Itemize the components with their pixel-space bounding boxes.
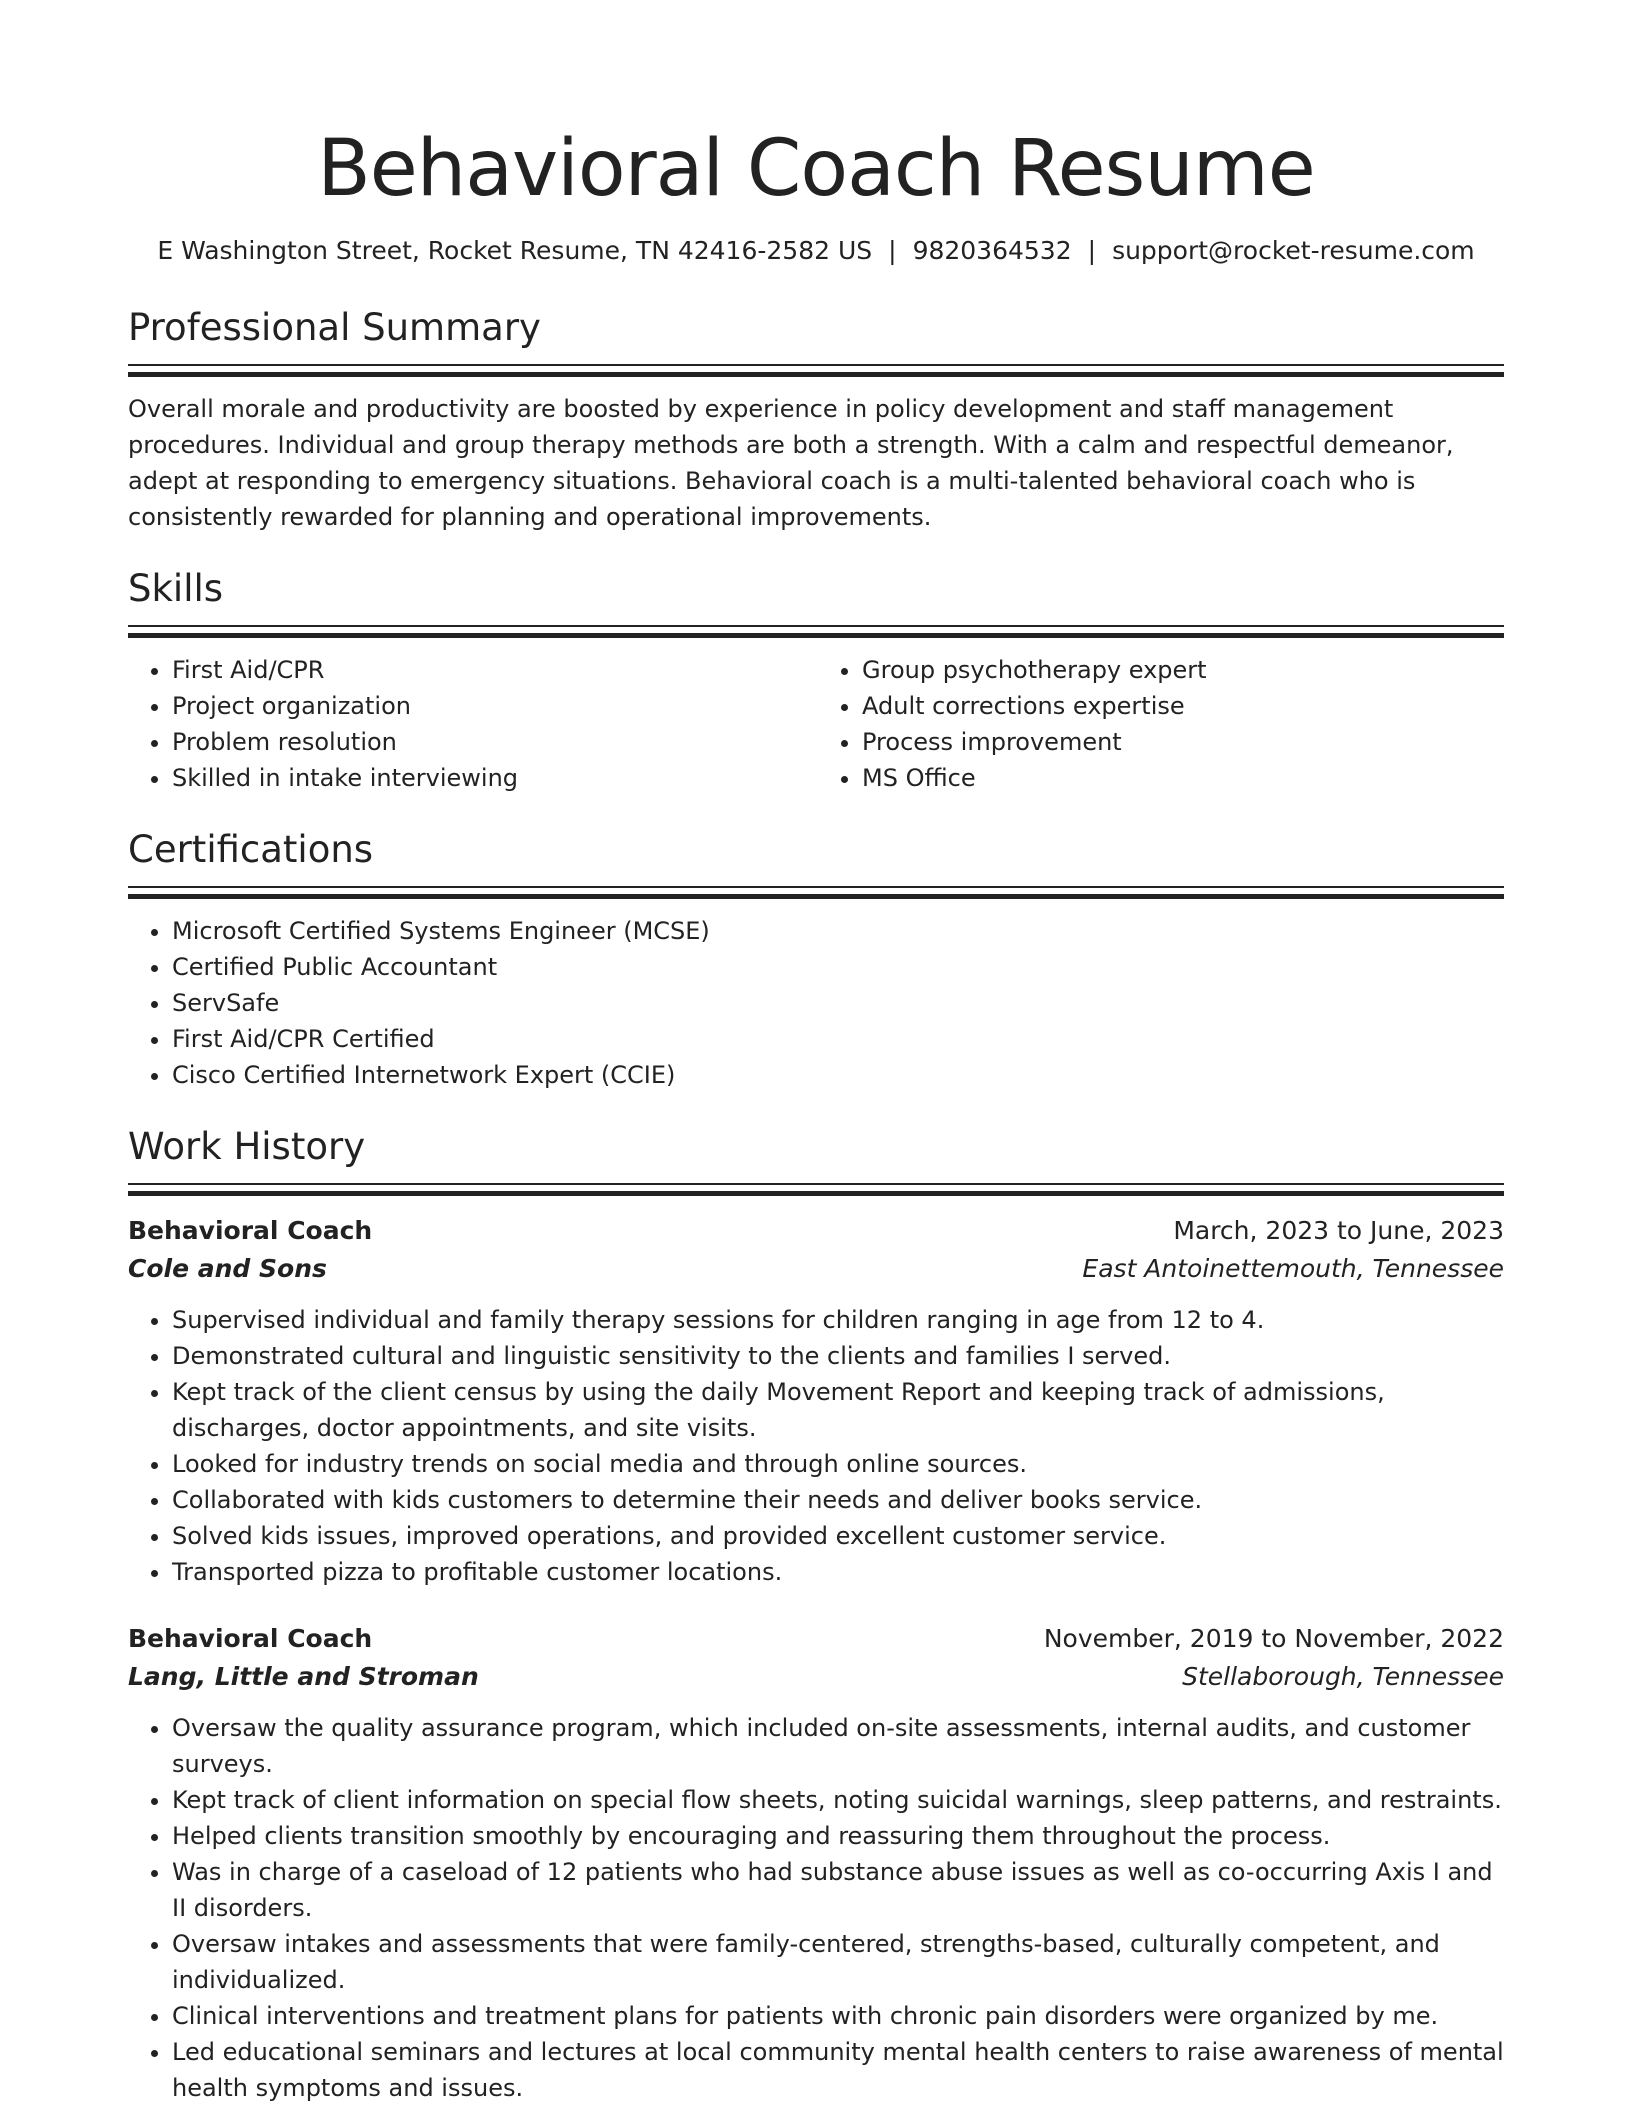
resume-content bbox=[128, 120, 1504, 2106]
certifications-list bbox=[128, 913, 1504, 1093]
job-bullets bbox=[128, 1302, 1504, 1590]
skills-list-right bbox=[814, 652, 1504, 796]
skill-item: • Group psychotherapy expert bbox=[862, 652, 1504, 688]
job-bullet: • Supervised individual and family therapy sessions for children ranging in age from 12 to 4. bbox=[172, 1302, 1504, 1338]
job-bullet: • Helped clients transition smoothly by encouraging and reassuring them throughout the process. bbox=[172, 1818, 1504, 1854]
job-dates: November, 2019 to November, 2022 bbox=[1043, 1624, 1504, 1653]
job-location: Stellaborough, Tennessee bbox=[1182, 1662, 1504, 1691]
resume-title: Behavioral Coach Resume bbox=[317, 124, 1315, 214]
section-skills bbox=[128, 567, 1504, 796]
section-title: Certifications bbox=[128, 828, 374, 871]
certification-item: • ServSafe bbox=[172, 985, 1504, 1021]
certification-item: • Cisco Certified Internetwork Expert (CCIE) bbox=[172, 1057, 1504, 1093]
job-bullet: • Kept track of client information on special flow sheets, noting suicidal warnings, sleep patterns, and restraints. bbox=[172, 1782, 1504, 1818]
skill-item: • MS Office bbox=[862, 760, 1504, 796]
section-rule-thick bbox=[128, 372, 1504, 377]
section-rule bbox=[128, 625, 1504, 627]
section-title: Skills bbox=[128, 567, 224, 610]
job-bullet: • Collaborated with kids customers to determine their needs and deliver books service. bbox=[172, 1482, 1504, 1518]
contact-address: E Washington Street, Rocket Resume, TN 42416-2582 US bbox=[157, 236, 873, 265]
job-location: East Antoinettemouth, Tennessee bbox=[1082, 1254, 1504, 1283]
section-summary bbox=[128, 306, 1504, 535]
section-rule bbox=[128, 1183, 1504, 1185]
job-bullets bbox=[128, 1710, 1504, 2106]
skill-item: • Problem resolution bbox=[172, 724, 814, 760]
section-certifications bbox=[128, 828, 1504, 1093]
certification-item: • Microsoft Certified Systems Engineer (MCSE) bbox=[172, 913, 1504, 949]
job-bullet: • Kept track of the client census by using the daily Movement Report and keeping track of admissions, discharges, doctor appointments, and site visits. bbox=[172, 1374, 1504, 1446]
certification-item: • Certified Public Accountant bbox=[172, 949, 1504, 985]
contact-line bbox=[128, 234, 1504, 268]
section-rule bbox=[128, 886, 1504, 888]
skills-list-left bbox=[128, 652, 814, 796]
contact-email[interactable]: support@rocket-resume.com bbox=[1112, 236, 1475, 265]
job-bullet: • Led educational seminars and lectures at local community mental health centers to raise awareness of mental health symptoms and issues. bbox=[172, 2034, 1504, 2106]
job-bullet: • Solved kids issues, improved operations, and provided excellent customer service. bbox=[172, 1518, 1504, 1554]
skill-item: • Project organization bbox=[172, 688, 814, 724]
job-header bbox=[128, 1620, 1504, 1696]
section-rule-thick bbox=[128, 894, 1504, 899]
skill-item: • Process improvement bbox=[862, 724, 1504, 760]
skills-columns bbox=[128, 638, 1504, 796]
job-entry bbox=[128, 1620, 1504, 2106]
job-bullet: • Oversaw intakes and assessments that were family-centered, strengths-based, culturally competent, and individualized. bbox=[172, 1926, 1504, 1998]
section-work-history bbox=[128, 1125, 1504, 2106]
job-bullet: • Clinical interventions and treatment plans for patients with chronic pain disorders were organized by me. bbox=[172, 1998, 1504, 2034]
summary-text: Overall morale and productivity are boosted by experience in policy development and staff management procedures. Individual and group therapy methods are both a strength. With a calm and respectful demeanor, adept at responding to emergency situations. Behavioral coach is a multi-talented behavioral coach who is consistently rewarded for planning and operational improvements. bbox=[128, 395, 1454, 531]
skill-item: • Skilled in intake interviewing bbox=[172, 760, 814, 796]
skill-item: • Adult corrections expertise bbox=[862, 688, 1504, 724]
section-rule bbox=[128, 364, 1504, 366]
job-dates: March, 2023 to June, 2023 bbox=[1173, 1216, 1504, 1245]
section-title: Work History bbox=[128, 1125, 366, 1168]
job-header bbox=[128, 1212, 1504, 1288]
contact-separator: | bbox=[888, 236, 897, 265]
job-bullet: • Oversaw the quality assurance program, which included on-site assessments, internal audits, and customer surveys. bbox=[172, 1710, 1504, 1782]
job-company: Lang, Little and Stroman bbox=[128, 1662, 479, 1691]
section-rule-thick bbox=[128, 1191, 1504, 1196]
job-company: Cole and Sons bbox=[128, 1254, 327, 1283]
job-title: Behavioral Coach bbox=[128, 1216, 373, 1245]
job-bullet: • Looked for industry trends on social media and through online sources. bbox=[172, 1446, 1504, 1482]
contact-separator: | bbox=[1087, 236, 1097, 265]
job-title: Behavioral Coach bbox=[128, 1624, 373, 1653]
skill-item: • First Aid/CPR bbox=[172, 652, 814, 688]
certification-item: • First Aid/CPR Certified bbox=[172, 1021, 1504, 1057]
job-bullet: • Was in charge of a caseload of 12 patients who had substance abuse issues as well as co-occurring Axis I and II disorders. bbox=[172, 1854, 1504, 1926]
job-bullet: • Transported pizza to profitable customer locations. bbox=[172, 1554, 1504, 1590]
job-entry bbox=[128, 1212, 1504, 1590]
contact-phone[interactable]: 9820364532 bbox=[912, 236, 1072, 265]
job-bullet: • Demonstrated cultural and linguistic sensitivity to the clients and families I served. bbox=[172, 1338, 1504, 1374]
section-title: Professional Summary bbox=[128, 306, 541, 349]
